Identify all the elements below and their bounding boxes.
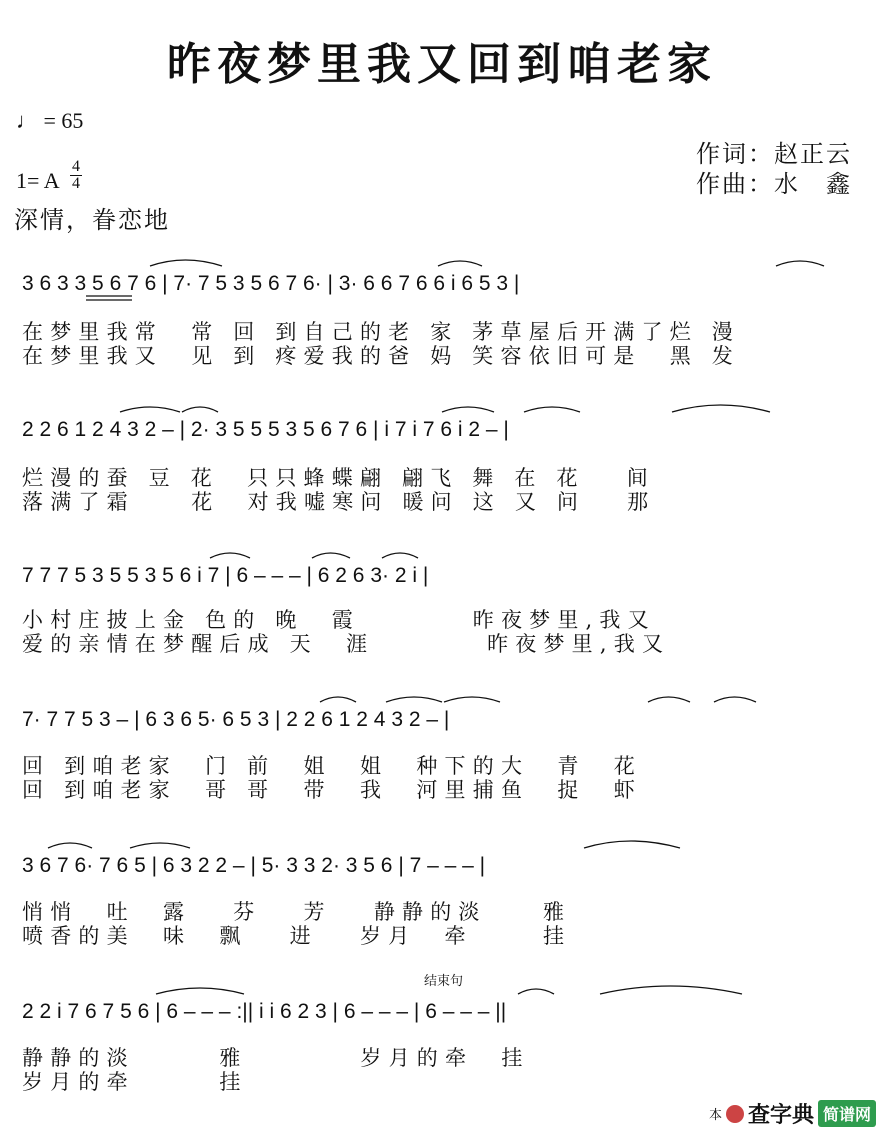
watermark-prefix: 本 — [708, 1108, 722, 1123]
lyric-row-1-verse-1: 在梦里我常 常 回 到自己的老 家 茅草屋后开满了烂 漫 — [22, 320, 740, 344]
lyric-row-4-verse-1: 回 到咱老家 门 前 姐 姐 种下的大 青 花 — [22, 754, 642, 778]
tempo-marking: ♩ = 65 — [16, 108, 84, 133]
notation-row-3: 7 7 7 5 3 5 5 3 5 6 i 7 | 6 – – – | 6 2 6 3· 2 i | — [22, 564, 429, 587]
watermark — [709, 1098, 876, 1129]
coda-label: 结束句 — [424, 974, 464, 989]
lyric-row-2-verse-2: 落满了霜 花 对我嘘寒问 暖问 这 又 问 那 — [22, 490, 656, 514]
watermark-logo-icon — [726, 1105, 744, 1123]
lyric-row-6-verse-2: 岁月的牵 挂 — [22, 1070, 248, 1094]
time-sig-top: 4 — [72, 158, 80, 175]
watermark-name: 查字典 — [747, 1103, 814, 1128]
lyric-row-5-verse-2: 喷香的美 味 飘 进 岁月 牵 挂 — [22, 924, 572, 948]
expression-marking: 深情，眷恋地 — [14, 206, 170, 234]
lyric-row-3-verse-1: 小村庄披上金 色的 晚 霞 昨夜梦里,我又 — [22, 608, 656, 632]
lyric-row-4-verse-2: 回 到咱老家 哥 哥 带 我 河里捕鱼 捉 虾 — [22, 778, 642, 802]
notation-row-1: 3 6 3 3 5 6 7 6 | 7· 7 5 3 5 6 7 6· | 3· 6 6 7 6 6 i 6 5 3 | — [22, 272, 520, 295]
time-sig-bottom: 4 — [72, 175, 80, 192]
notation-row-2: 2 2 6 1 2 4 3 2 – | 2· 3 5 5 5 3 5 6 7 6 | i 7 i 7 6 i 2 – | — [22, 418, 509, 441]
key-signature: 1= A — [16, 168, 60, 193]
lyric-row-2-verse-1: 烂漫的蚕 豆 花 只只蜂蝶翩 翩飞 舞 在 花 间 — [22, 466, 655, 490]
notation-row-4: 7· 7 7 5 3 – | 6 3 6 5· 6 5 3 | 2 2 6 1 2 4 3 2 – | — [22, 708, 450, 731]
lyric-row-3-verse-2: 爱的亲情在梦醒后成 天 涯 昨夜梦里,我又 — [22, 632, 671, 656]
page-title: 昨夜梦里我又回到咱老家 — [167, 39, 717, 90]
composer-credit: 作曲：水 鑫 — [696, 170, 852, 198]
watermark-tag: 简谱网 — [818, 1100, 876, 1127]
lyricist-credit: 作词：赵正云 — [696, 140, 852, 168]
lyric-row-5-verse-1: 悄悄 吐 露 芬 芳 静静的淡 雅 — [22, 900, 572, 924]
notation-row-6: 2 2 i 7 6 7 5 6 | 6 – – – :|| i i 6 2 3 | 6 – – – | 6 – – – || — [22, 1000, 507, 1023]
lyric-row-6-verse-1: 静静的淡 雅 岁月的牵 挂 — [22, 1046, 530, 1070]
lyric-row-1-verse-2: 在梦里我又 见 到 疼爱我的爸 妈 笑容依旧可是 黑 发 — [22, 344, 740, 368]
notation-row-5: 3 6 7 6· 7 6 5 | 6 3 2 2 – | 5· 3 3 2· 3 5 6 | 7 – – – | — [22, 854, 486, 877]
